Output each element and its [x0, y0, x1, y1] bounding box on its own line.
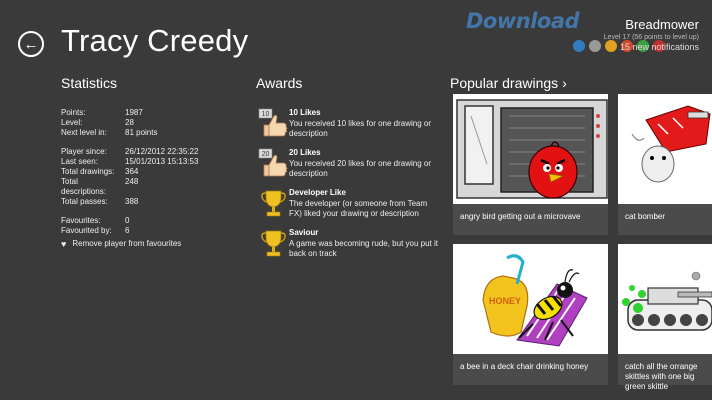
stat-value: 15/01/2013 15:13:53	[125, 157, 199, 166]
stat-row	[61, 167, 198, 177]
award-desc: You received 20 likes for one drawing or description	[289, 159, 432, 178]
stat-value: 364	[125, 167, 139, 176]
stat-value: 81 points	[125, 128, 158, 137]
award-title: Saviour	[289, 228, 319, 237]
stat-row	[61, 128, 198, 138]
back-arrow-icon: ←	[23, 35, 39, 53]
back-button[interactable]	[18, 31, 44, 57]
stat-key: Total drawings:	[61, 167, 115, 176]
stat-row	[61, 216, 198, 226]
svg-text:HONEY: HONEY	[489, 296, 522, 306]
remove-favourite-label: Remove player from favourites	[72, 239, 182, 248]
drawing-tile[interactable]	[618, 244, 712, 391]
stat-value: 248	[125, 177, 139, 186]
stat-key: Points:	[61, 108, 86, 117]
dot-2	[589, 40, 601, 52]
drawing-caption: angry bird getting out a microvave	[453, 204, 608, 235]
drawing-caption: a bee in a deck chair drinking honey	[453, 354, 608, 385]
award-item	[258, 228, 438, 259]
stat-row	[61, 108, 198, 118]
dot-1	[573, 40, 585, 52]
drawing-caption: cat bomber	[618, 204, 712, 235]
stat-row	[61, 197, 198, 207]
drawing-bee-deck-chair	[453, 244, 608, 354]
user-panel[interactable]	[604, 17, 699, 52]
stat-key: Favourites:	[61, 216, 101, 225]
award-badge-number: 20	[261, 151, 270, 158]
stat-row	[61, 118, 198, 128]
awards-heading: Awards	[256, 75, 303, 91]
popular-drawings-heading[interactable]	[450, 75, 567, 91]
drawing-tile[interactable]	[618, 94, 712, 235]
award-title: 10 Likes	[289, 108, 321, 117]
stat-value: 6	[125, 226, 130, 235]
broken-heart-icon: ♥	[61, 239, 67, 249]
trophy-icon	[258, 188, 289, 219]
stat-value: 1987	[125, 108, 143, 117]
chevron-right-icon: ›	[562, 75, 567, 91]
award-desc: You received 10 likes for one drawing or description	[289, 119, 432, 138]
statistics-heading: Statistics	[61, 75, 118, 91]
statistics-panel	[61, 108, 198, 249]
thumbs-up-icon	[258, 148, 289, 179]
stat-value: 28	[125, 118, 134, 127]
award-item	[258, 188, 438, 219]
thumbs-up-icon	[258, 108, 289, 139]
drawing-tile[interactable]	[453, 244, 608, 385]
remove-favourite-button[interactable]	[61, 239, 198, 249]
stat-row	[61, 226, 198, 236]
stat-value: 388	[125, 197, 139, 206]
award-title: 20 Likes	[289, 148, 321, 157]
stat-row	[61, 157, 198, 167]
award-badge-number: 10	[261, 111, 270, 118]
drawing-skittles-tank	[618, 244, 712, 354]
stat-row	[61, 177, 198, 197]
stat-key: Level:	[61, 118, 83, 127]
drawing-caption: catch all the orrange skittles with one big green skittle	[618, 354, 712, 385]
awards-list	[258, 108, 438, 268]
award-desc: A game was becoming rude, but you put it back on track	[289, 239, 438, 258]
drawing-cat-bomber	[618, 94, 712, 204]
user-name: Breadmower	[625, 17, 699, 32]
watermark-logo: Download	[466, 9, 580, 33]
stat-value: 0	[125, 216, 130, 225]
user-level-info: Level 17 (56 points to level up)	[603, 34, 699, 41]
stat-row	[61, 147, 198, 157]
award-item	[258, 148, 438, 179]
award-title: Developer Like	[289, 188, 346, 197]
award-desc: The developer (or someone from Team FX) liked your drawing or description	[289, 199, 428, 218]
stat-key: Total descriptions:	[61, 177, 106, 196]
stat-value: 26/12/2012 22:35:22	[125, 147, 199, 156]
stat-key: Next level in:	[61, 128, 107, 137]
stat-key: Last seen:	[61, 157, 98, 166]
stat-key: Total passes:	[61, 197, 108, 206]
popular-drawings-label: Popular drawings	[450, 75, 559, 91]
stat-key: Favourited by:	[61, 226, 112, 235]
notifications-link[interactable]: 15 new notifications	[619, 42, 699, 52]
trophy-icon	[258, 228, 289, 259]
drawing-angry-bird-microwave	[453, 94, 608, 204]
stat-key: Player since:	[61, 147, 107, 156]
page-title: Tracy Creedy	[61, 23, 249, 58]
award-item	[258, 108, 438, 139]
drawing-tile[interactable]	[453, 94, 608, 235]
